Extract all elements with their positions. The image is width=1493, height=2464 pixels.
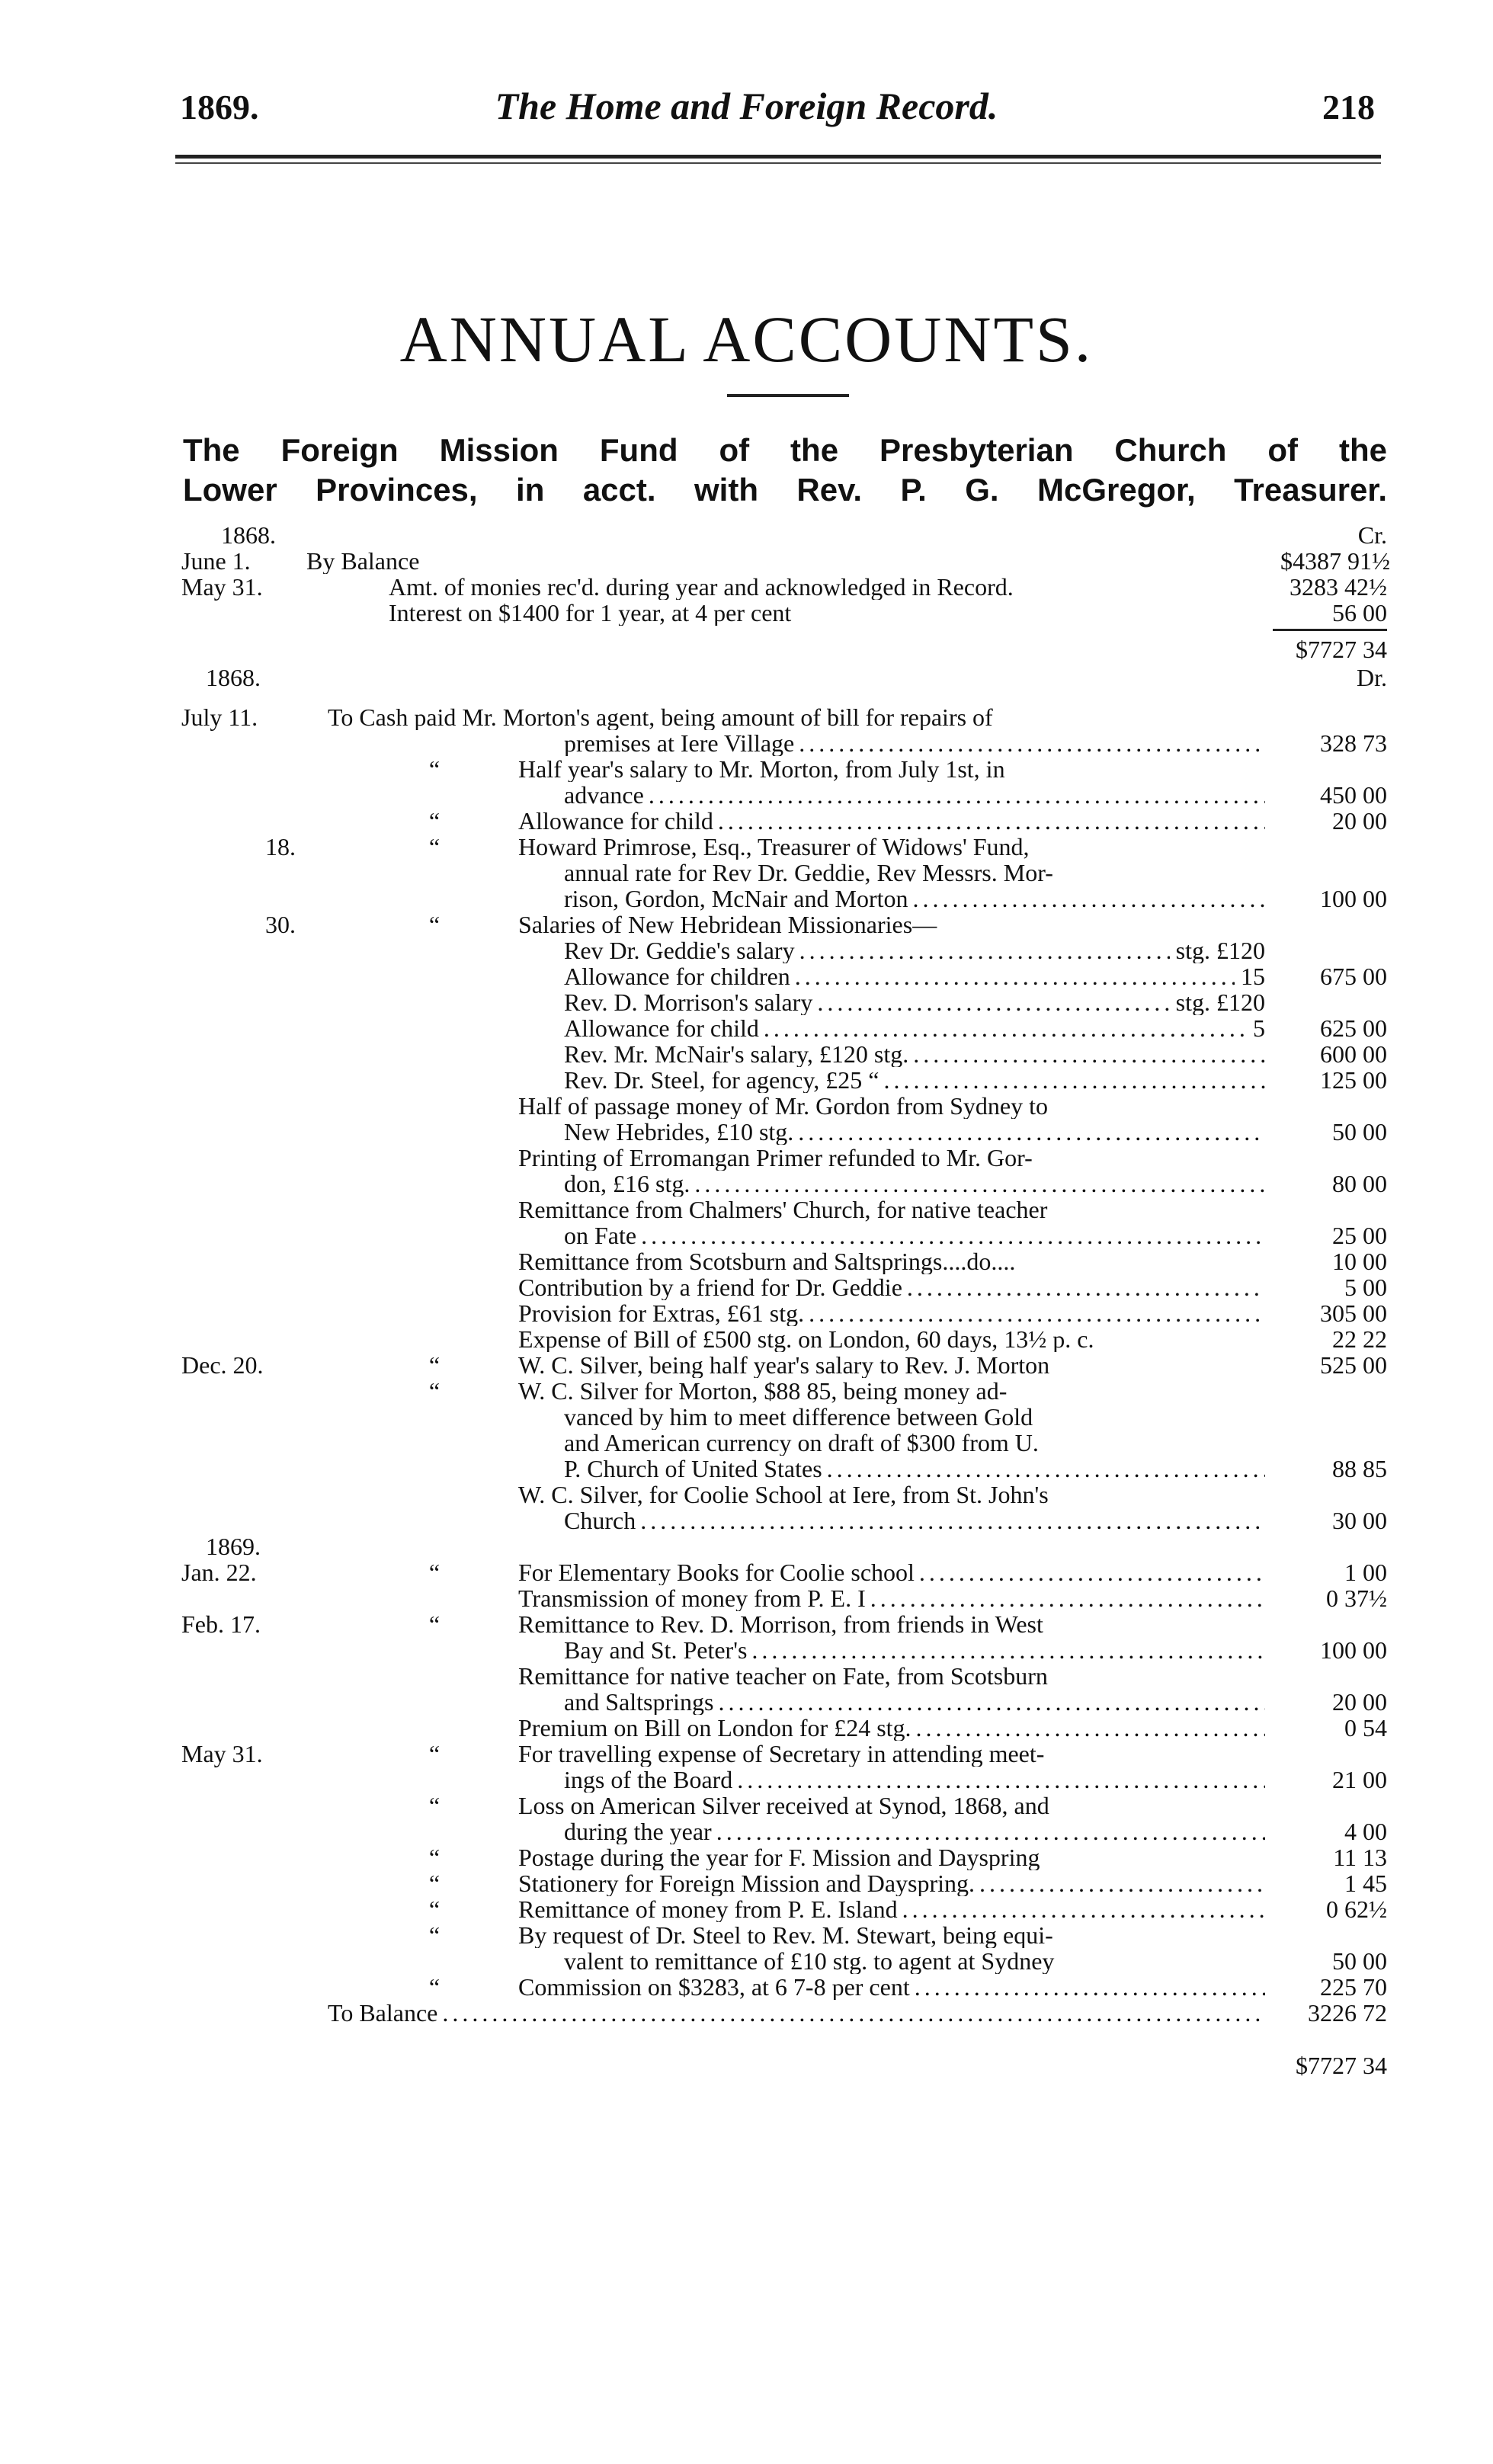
debit-description [518, 1663, 1265, 1689]
debit-description [518, 1741, 1265, 1767]
debit-description-text: Stationery for Foreign Mission and Dayspring. [518, 1870, 976, 1896]
debit-leader-dots [713, 808, 1265, 834]
debit-description [564, 1041, 1265, 1067]
credit-description [389, 574, 1265, 600]
debit-description [564, 1430, 1265, 1456]
debit-description [518, 1611, 1265, 1637]
debit-description [564, 1119, 1265, 1145]
debit-date: July 11. [181, 703, 258, 731]
debit-row [175, 963, 1387, 989]
debit-ditto-mark: “ [428, 1792, 441, 1819]
debit-description-text: Rev Dr. Geddie's salary [564, 937, 795, 963]
debit-description [518, 1248, 1265, 1274]
debit-amount: 88 85 [1332, 1455, 1387, 1482]
debit-amount: 4 00 [1344, 1818, 1387, 1845]
debit-ditto-mark: “ [428, 1559, 441, 1586]
debit-row [175, 1818, 1387, 1844]
debit-row [175, 1741, 1387, 1767]
ledger [175, 521, 1390, 2081]
debit-description-text: Allowance for child [564, 1015, 759, 1041]
debit-amount: 25 00 [1332, 1222, 1387, 1249]
debit-description [518, 1326, 1265, 1352]
debit-amount: 125 00 [1320, 1066, 1387, 1094]
debit-date: Dec. 20. [181, 1351, 264, 1379]
header-rule [175, 155, 1381, 159]
debit-rows [175, 704, 1387, 2026]
debit-description-text: Commission on $3283, at 6 7-8 per cent [518, 1974, 910, 2000]
debit-leader-dots [975, 1870, 1265, 1896]
credit-heading-row [175, 522, 1387, 548]
debit-row [175, 1456, 1387, 1482]
debit-description-text: For Elementary Books for Coolie school [518, 1559, 915, 1585]
debit-ditto-mark: “ [428, 1377, 441, 1405]
debit-description-text: rison, Gordon, McNair and Morton [564, 886, 908, 912]
debit-row [175, 834, 1387, 860]
debit-row [175, 1508, 1387, 1533]
debit-leader-dots [915, 1559, 1265, 1585]
debit-row [175, 1067, 1387, 1093]
debit-amount: 30 00 [1332, 1507, 1387, 1534]
credit-description-text: By Balance [306, 548, 420, 574]
debit-leader-dots [790, 963, 1235, 989]
debit-row [175, 1274, 1387, 1300]
debit-amount: 600 00 [1320, 1040, 1387, 1068]
debit-amount: 10 00 [1332, 1248, 1387, 1275]
debit-amount: 450 00 [1320, 781, 1387, 809]
debit-description [564, 730, 1265, 756]
credit-description [306, 548, 1265, 574]
debit-description-text: Rev. D. Morrison's salary [564, 989, 813, 1015]
debit-description [518, 1896, 1265, 1922]
debit-row [175, 989, 1387, 1015]
debit-description-text: valent to remittance of £10 stg. to agent at Sydney [564, 1948, 1055, 1974]
debit-description-text: Remittance to Rev. D. Morrison, from friends in West [518, 1611, 1043, 1637]
debit-row [175, 1430, 1387, 1456]
debit-date: 18. [265, 833, 296, 860]
debit-amount: 1 45 [1344, 1870, 1387, 1897]
debit-description [518, 1300, 1265, 1326]
debit-row [175, 1948, 1387, 1974]
debit-amount: 50 00 [1332, 1118, 1387, 1145]
debit-total: $7727 34 [1296, 2052, 1387, 2079]
debit-description [564, 1767, 1265, 1793]
debit-description [518, 912, 1265, 937]
debit-description [518, 808, 1265, 834]
debit-ditto-mark: “ [428, 755, 441, 783]
debit-description [518, 756, 1265, 782]
debit-description [564, 1689, 1265, 1715]
debit-row [175, 1663, 1387, 1689]
debit-description [564, 1222, 1265, 1248]
debit-row [175, 1222, 1387, 1248]
debit-description [518, 1844, 1265, 1870]
debit-sub-amount: 15 [1241, 963, 1265, 989]
credit-total-rule [1273, 629, 1387, 631]
debit-leader-dots [898, 1896, 1265, 1922]
debit-description-text: By request of Dr. Steel to Rev. M. Stewart, being equi- [518, 1922, 1053, 1948]
debit-description-text: Printing of Erromangan Primer refunded to Mr. Gor- [518, 1145, 1033, 1171]
debit-row [175, 1793, 1387, 1818]
debit-amount: 625 00 [1320, 1014, 1387, 1042]
debit-description [518, 1274, 1265, 1300]
debit-description-text: P. Church of United States [564, 1456, 822, 1482]
debit-leader-dots [713, 1689, 1265, 1715]
debit-description [518, 1093, 1265, 1119]
credit-total-row [175, 634, 1387, 665]
debit-leader-dots [636, 1508, 1265, 1533]
subtitle-line-1: The Foreign Mission Fund of the Presbyterian Church of the [183, 432, 1387, 468]
debit-description [564, 782, 1265, 808]
debit-description-text: Salaries of New Hebridean Missionaries— [518, 912, 937, 937]
debit-leader-dots [911, 1715, 1265, 1741]
debit-leader-dots [747, 1637, 1265, 1663]
debit-year-1869: 1869. [206, 1533, 261, 1560]
header-year: 1869. [180, 88, 259, 127]
debit-description-text: Church [564, 1508, 636, 1533]
debit-description-text: Rev. Dr. Steel, for agency, £25 “ [564, 1067, 879, 1093]
debit-description-text: W. C. Silver, being half year's salary to Rev. J. Morton [518, 1352, 1050, 1378]
debit-description [564, 989, 1265, 1015]
credit-amount: 56 00 [1332, 599, 1387, 626]
debit-label: Dr. [1357, 664, 1387, 691]
debit-row [175, 1300, 1387, 1326]
debit-leader-dots [732, 1767, 1265, 1793]
debit-year: 1868. [206, 664, 261, 691]
debit-ditto-mark: “ [428, 807, 441, 835]
debit-description [518, 1974, 1265, 2000]
debit-ditto-mark: “ [428, 1895, 441, 1923]
debit-description-text: Allowance for child [518, 808, 713, 834]
debit-row [175, 1689, 1387, 1715]
debit-description [518, 1378, 1265, 1404]
debit-ditto-mark: “ [428, 1973, 441, 2001]
debit-ditto-mark: “ [428, 1870, 441, 1897]
debit-ditto-mark: “ [428, 1610, 441, 1638]
debit-amount: 20 00 [1332, 1688, 1387, 1716]
debit-date: May 31. [181, 1740, 263, 1767]
debit-description [564, 963, 1265, 989]
title-divider [727, 394, 849, 397]
debit-row [175, 1015, 1387, 1041]
debit-amount: 22 22 [1332, 1325, 1387, 1353]
credit-row [175, 547, 1390, 575]
debit-row [175, 2000, 1387, 2026]
debit-description [564, 1948, 1265, 1974]
debit-ditto-mark: “ [428, 833, 441, 860]
debit-description [518, 1482, 1265, 1508]
debit-amount: 675 00 [1320, 963, 1387, 990]
debit-description [564, 1067, 1265, 1093]
debit-description [564, 1637, 1265, 1663]
debit-description [564, 1456, 1265, 1482]
debit-amount: 328 73 [1320, 729, 1387, 757]
debit-row [175, 912, 1387, 937]
page-number: 218 [1322, 88, 1375, 127]
debit-description-text: ings of the Board [564, 1767, 733, 1793]
debit-description [518, 1715, 1265, 1741]
debit-leader-dots [636, 1222, 1265, 1248]
debit-row [175, 1352, 1387, 1378]
debit-row [175, 1326, 1387, 1352]
debit-amount: 0 54 [1344, 1714, 1387, 1741]
debit-leader-dots [866, 1585, 1265, 1611]
debit-description [328, 2000, 1265, 2026]
debit-row [175, 1041, 1387, 1067]
debit-row [175, 1844, 1387, 1870]
debit-description [564, 1508, 1265, 1533]
credit-row [175, 600, 1387, 626]
debit-row [175, 1248, 1387, 1274]
debit-amount: 50 00 [1332, 1947, 1387, 1975]
debit-row [175, 937, 1387, 963]
debit-row [175, 808, 1387, 834]
debit-row [175, 1637, 1387, 1663]
credit-description [389, 600, 1265, 626]
debit-row [175, 1482, 1387, 1508]
debit-description [328, 704, 1265, 730]
debit-row [175, 1119, 1387, 1145]
debit-row [175, 1171, 1387, 1197]
debit-sub-amount: 5 [1253, 1015, 1265, 1041]
subtitle-line-2: Lower Provinces, in acct. with Rev. P. G. McGregor, Treasurer. [183, 472, 1387, 508]
debit-leader-dots [793, 1119, 1265, 1145]
debit-description [564, 860, 1265, 886]
debit-description-text: don, £16 stg. [564, 1171, 690, 1197]
debit-description-text: Half of passage money of Mr. Gordon from Sydney to [518, 1093, 1048, 1119]
credit-label: Cr. [1357, 521, 1387, 549]
credit-rows [175, 547, 1390, 626]
debit-ditto-mark: “ [428, 1740, 441, 1767]
debit-description-text: vanced by him to meet difference between Gold [564, 1404, 1033, 1430]
debit-leader-dots [822, 1456, 1265, 1482]
debit-leader-dots [437, 2000, 1265, 2026]
page-title: ANNUAL ACCOUNTS. [399, 303, 1094, 376]
debit-description-text: New Hebrides, £10 stg. [564, 1119, 794, 1145]
debit-description-text: Howard Primrose, Esq., Treasurer of Widows' Fund, [518, 834, 1030, 860]
debit-leader-dots [759, 1015, 1247, 1041]
debit-amount: 0 62½ [1326, 1895, 1387, 1923]
debit-description-text: Remittance from Chalmers' Church, for native teacher [518, 1197, 1048, 1222]
debit-row [175, 1404, 1387, 1430]
credit-date: June 1. [181, 547, 251, 575]
debit-row [175, 1093, 1387, 1119]
debit-description-text: Half year's salary to Mr. Morton, from July 1st, in [518, 756, 1005, 782]
debit-row [175, 1378, 1387, 1404]
debit-amount: 21 00 [1332, 1766, 1387, 1793]
debit-amount: 0 37½ [1326, 1584, 1387, 1612]
debit-description [564, 1818, 1265, 1844]
debit-row [175, 782, 1387, 808]
debit-description [518, 1559, 1265, 1585]
debit-row [175, 886, 1387, 912]
debit-description [518, 1352, 1265, 1378]
debit-description-text: Remittance for native teacher on Fate, from Scotsburn [518, 1663, 1048, 1689]
debit-amount: 100 00 [1320, 1636, 1387, 1664]
debit-ditto-mark: “ [428, 1844, 441, 1871]
debit-amount: 225 70 [1320, 1973, 1387, 2001]
debit-description-text: Premium on Bill on London for £24 stg. [518, 1715, 911, 1741]
debit-row [175, 1559, 1387, 1585]
debit-leader-dots [910, 1974, 1265, 2000]
debit-sub-amount: stg. £120 [1175, 937, 1265, 963]
debit-description [518, 1197, 1265, 1222]
journal-title: The Home and Foreign Record. [495, 85, 998, 127]
debit-row [175, 1922, 1387, 1948]
debit-description-text: To Balance [328, 2000, 438, 2026]
debit-description-text: W. C. Silver for Morton, $88 85, being money ad- [518, 1378, 1008, 1404]
debit-description-text: Loss on American Silver received at Synod, 1868, and [518, 1793, 1049, 1818]
debit-description-text: during the year [564, 1818, 712, 1844]
credit-description-text: Amt. of monies rec'd. during year and acknowledged in Record. [389, 574, 1014, 600]
debit-description-text: Transmission of money from P. E. I [518, 1585, 866, 1611]
debit-description [564, 886, 1265, 912]
debit-description-text: and Saltsprings [564, 1689, 714, 1715]
credit-year: 1868. [221, 521, 276, 549]
debit-description-text: Allowance for children [564, 963, 790, 989]
credit-total: $7727 34 [1296, 636, 1387, 663]
debit-description [518, 1870, 1265, 1896]
debit-sub-amount: stg. £120 [1175, 989, 1265, 1015]
debit-description-text: Rev. Mr. McNair's salary, £120 stg. [564, 1041, 909, 1067]
debit-description [564, 1171, 1265, 1197]
debit-description [564, 937, 1265, 963]
debit-date: 30. [265, 911, 296, 938]
debit-leader-dots [908, 886, 1265, 912]
debit-row [175, 860, 1387, 886]
header-rule-thin [175, 162, 1381, 164]
debit-row [175, 1585, 1387, 1611]
debit-amount: 5 00 [1344, 1274, 1387, 1301]
debit-amount: 100 00 [1320, 885, 1387, 912]
debit-row [175, 1145, 1387, 1171]
debit-description-text: Expense of Bill of £500 stg. on London, 60 days, 13½ p. c. [518, 1326, 1094, 1352]
debit-year2-row [175, 1533, 1387, 1559]
debit-description-text: W. C. Silver, for Coolie School at Iere, from St. John's [518, 1482, 1049, 1508]
debit-row [175, 704, 1387, 730]
debit-row [175, 1896, 1387, 1922]
credit-row [175, 574, 1387, 600]
debit-ditto-mark: “ [428, 1351, 441, 1379]
debit-row [175, 1611, 1387, 1637]
debit-description-text: Postage during the year for F. Mission and Dayspring [518, 1844, 1040, 1870]
debit-amount: 305 00 [1320, 1299, 1387, 1327]
debit-description-text: Bay and St. Peter's [564, 1637, 748, 1663]
debit-leader-dots [644, 782, 1265, 808]
debit-date: Jan. 22. [181, 1559, 257, 1586]
credit-amount: 3283 42½ [1290, 573, 1387, 601]
debit-description-text: premises at Iere Village [564, 730, 795, 756]
debit-description-text: For travelling expense of Secretary in attending meet- [518, 1741, 1045, 1767]
debit-description [564, 1015, 1265, 1041]
debit-ditto-mark: “ [428, 1921, 441, 1949]
debit-row [175, 1715, 1387, 1741]
debit-amount: 3226 72 [1308, 1999, 1387, 2027]
debit-leader-dots [902, 1274, 1265, 1300]
debit-description-text: on Fate [564, 1222, 637, 1248]
credit-description-text: Interest on $1400 for 1 year, at 4 per cent [389, 600, 792, 626]
debit-description-text: Contribution by a friend for Dr. Geddie [518, 1274, 902, 1300]
debit-description [518, 1922, 1265, 1948]
debit-amount: 1 00 [1344, 1559, 1387, 1586]
debit-description-text: Provision for Extras, £61 stg. [518, 1300, 805, 1326]
debit-leader-dots [795, 937, 1170, 963]
debit-row [175, 1197, 1387, 1222]
credit-amount: $4387 91½ [1280, 547, 1390, 575]
debit-description-text: advance [564, 782, 644, 808]
debit-row [175, 756, 1387, 782]
debit-leader-dots [908, 1041, 1265, 1067]
debit-description-text: Remittance of money from P. E. Island [518, 1896, 898, 1922]
debit-description [518, 1145, 1265, 1171]
credit-date: May 31. [181, 573, 263, 601]
debit-heading-row [175, 665, 1387, 690]
debit-row [175, 1974, 1387, 2000]
debit-leader-dots [879, 1067, 1266, 1093]
debit-amount: 20 00 [1332, 807, 1387, 835]
debit-description-text: and American currency on draft of $300 from U. [564, 1430, 1039, 1456]
debit-date: Feb. 17. [181, 1610, 261, 1638]
debit-amount: 11 13 [1333, 1844, 1387, 1871]
debit-description [518, 834, 1265, 860]
debit-row [175, 1767, 1387, 1793]
debit-total-row [175, 2050, 1387, 2081]
debit-leader-dots [690, 1171, 1265, 1197]
debit-leader-dots [794, 730, 1265, 756]
debit-description-text: To Cash paid Mr. Morton's agent, being amount of bill for repairs of [328, 704, 993, 730]
debit-description [564, 1404, 1265, 1430]
debit-amount: 525 00 [1320, 1351, 1387, 1379]
debit-row [175, 730, 1387, 756]
debit-amount: 80 00 [1332, 1170, 1387, 1197]
debit-row [175, 1870, 1387, 1896]
debit-description [518, 1793, 1265, 1818]
debit-ditto-mark: “ [428, 911, 441, 938]
debit-leader-dots [712, 1818, 1265, 1844]
debit-leader-dots [804, 1300, 1265, 1326]
debit-description [518, 1585, 1265, 1611]
debit-description-text: annual rate for Rev Dr. Geddie, Rev Messrs. Mor- [564, 860, 1053, 886]
debit-leader-dots [812, 989, 1169, 1015]
debit-description-text: Remittance from Scotsburn and Saltsprings....do.... [518, 1248, 1016, 1274]
